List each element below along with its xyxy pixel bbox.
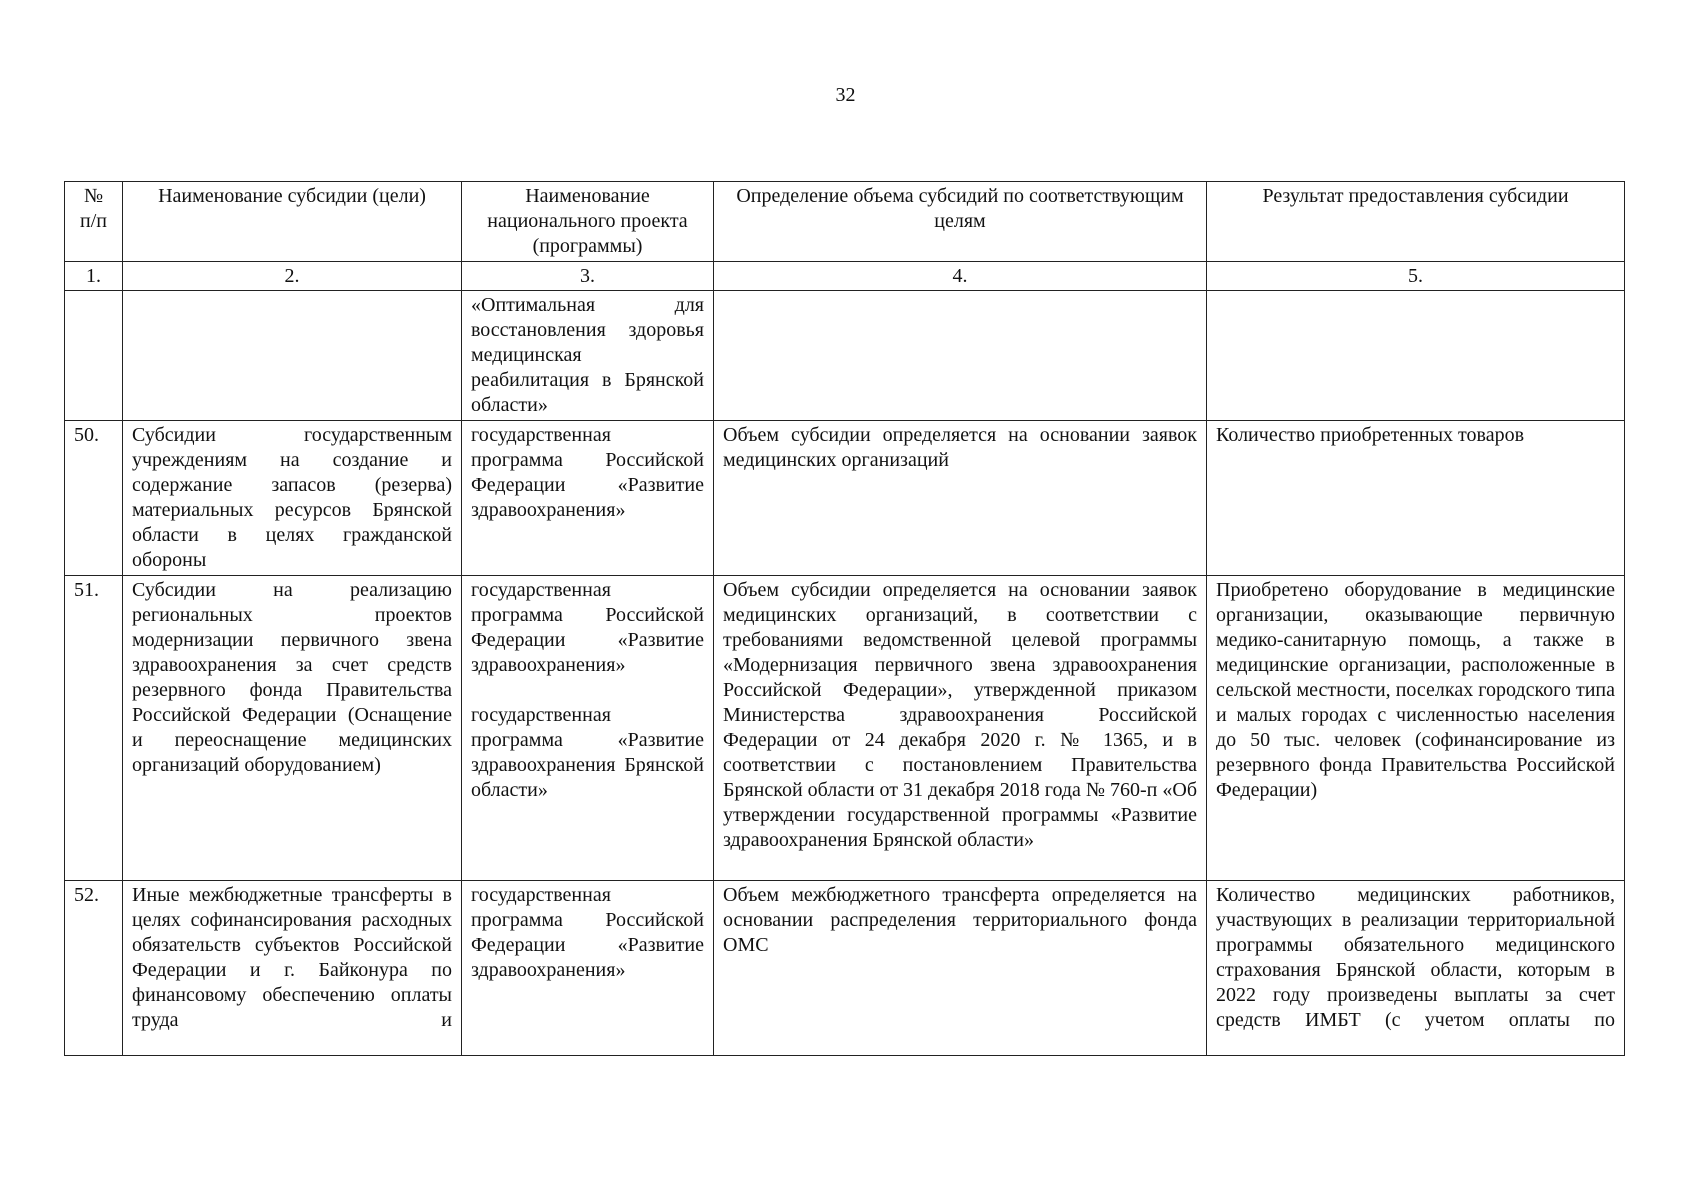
- national-project-cell: [462, 881, 714, 1056]
- national-project-text: государственная программа Российской Федерации «Развитие здравоохранения»: [471, 424, 704, 521]
- national-project-text: государственная программа «Развитие здравоохранения Брянской области»: [471, 704, 704, 801]
- volume-definition-cell: Объем межбюджетного трансферта определяется на основании распределения территориального фонда ОМС: [714, 881, 1207, 1056]
- table-header-row: [65, 182, 1625, 262]
- table-row: [65, 421, 1625, 576]
- subsidy-name-cell: Субсидии на реализацию региональных проектов модернизации первичного звена здравоохранения за счет средств резервного фонда Правительства Российской Федерации (Оснащение и переоснащение медицинских организаций оборудованием): [123, 576, 462, 881]
- row-number: 51.: [65, 576, 123, 881]
- result-cell: Количество приобретенных товаров: [1207, 421, 1625, 576]
- result-cell: Количество медицинских работников, участвующих в реализации территориальной программы обязательного медицинского страхования Брянской области, которым в 2022 году произведены выплаты за счет средств ИМБТ (с учетом оплаты по: [1207, 881, 1625, 1056]
- result-cell: [1207, 291, 1625, 421]
- row-number: 52.: [65, 881, 123, 1056]
- national-project-cell: «Оптимальная для восстановления здоровья медицинская реабилитация в Брянской области»: [462, 291, 714, 421]
- subsidies-table: [64, 181, 1625, 1056]
- column-number-row: [65, 262, 1625, 291]
- national-project-cell: [462, 421, 714, 576]
- column-number-1: 1.: [65, 262, 123, 291]
- national-project-text: государственная программа Российской Федерации «Развитие здравоохранения»: [471, 579, 704, 676]
- header-subsidy-name: Наименование субсидии (цели): [123, 182, 462, 262]
- national-project-text: государственная программа Российской Федерации «Развитие здравоохранения»: [471, 884, 704, 981]
- row-number: [65, 291, 123, 421]
- column-number-5: 5.: [1207, 262, 1625, 291]
- subsidy-name-cell: [123, 291, 462, 421]
- table-row: [65, 576, 1625, 881]
- header-number: № п/п: [65, 182, 123, 262]
- column-number-2: 2.: [123, 262, 462, 291]
- header-result: Результат предоставления субсидии: [1207, 182, 1625, 262]
- header-national-project: Наименование национального проекта (программы): [462, 182, 714, 262]
- header-volume-definition: Определение объема субсидий по соответствующим целям: [714, 182, 1207, 262]
- national-project-cell: [462, 576, 714, 881]
- subsidy-name-cell: Иные межбюджетные трансферты в целях софинансирования расходных обязательств субъектов Российской Федерации и г. Байконура по финансовому обеспечению оплаты труда и: [123, 881, 462, 1056]
- volume-definition-cell: [714, 291, 1207, 421]
- page-number: 32: [835, 84, 856, 106]
- volume-definition-cell: Объем субсидии определяется на основании заявок медицинских организаций: [714, 421, 1207, 576]
- table-row-continuation: [65, 291, 1625, 421]
- table-row: [65, 881, 1625, 1056]
- volume-definition-cell: Объем субсидии определяется на основании заявок медицинских организаций, в соответствии с требованиями ведомственной целевой программы «Модернизация первичного звена здравоохранения Российской Федерации», утвержденной приказом Министерства здравоохранения Российской Федерации от 24 декабря 2020 г. № 1365, и в соответствии с постановлением Правительства Брянской области от 31 декабря 2018 года № 760-п «Об утверждении государственной программы «Развитие здравоохранения Брянской области»: [714, 576, 1207, 881]
- subsidy-name-cell: Субсидии государственным учреждениям на создание и содержание запасов (резерва) материальных ресурсов Брянской области в целях гражданской обороны: [123, 421, 462, 576]
- column-number-4: 4.: [714, 262, 1207, 291]
- result-cell: Приобретено оборудование в медицинские организации, оказывающие первичную медико-санитарную помощь, а также в медицинские организации, расположенные в сельской местности, поселках городского типа и малых городах с численностью населения до 50 тыс. человек (софинансирование из резервного фонда Правительства Российской Федерации): [1207, 576, 1625, 881]
- row-number: 50.: [65, 421, 123, 576]
- column-number-3: 3.: [462, 262, 714, 291]
